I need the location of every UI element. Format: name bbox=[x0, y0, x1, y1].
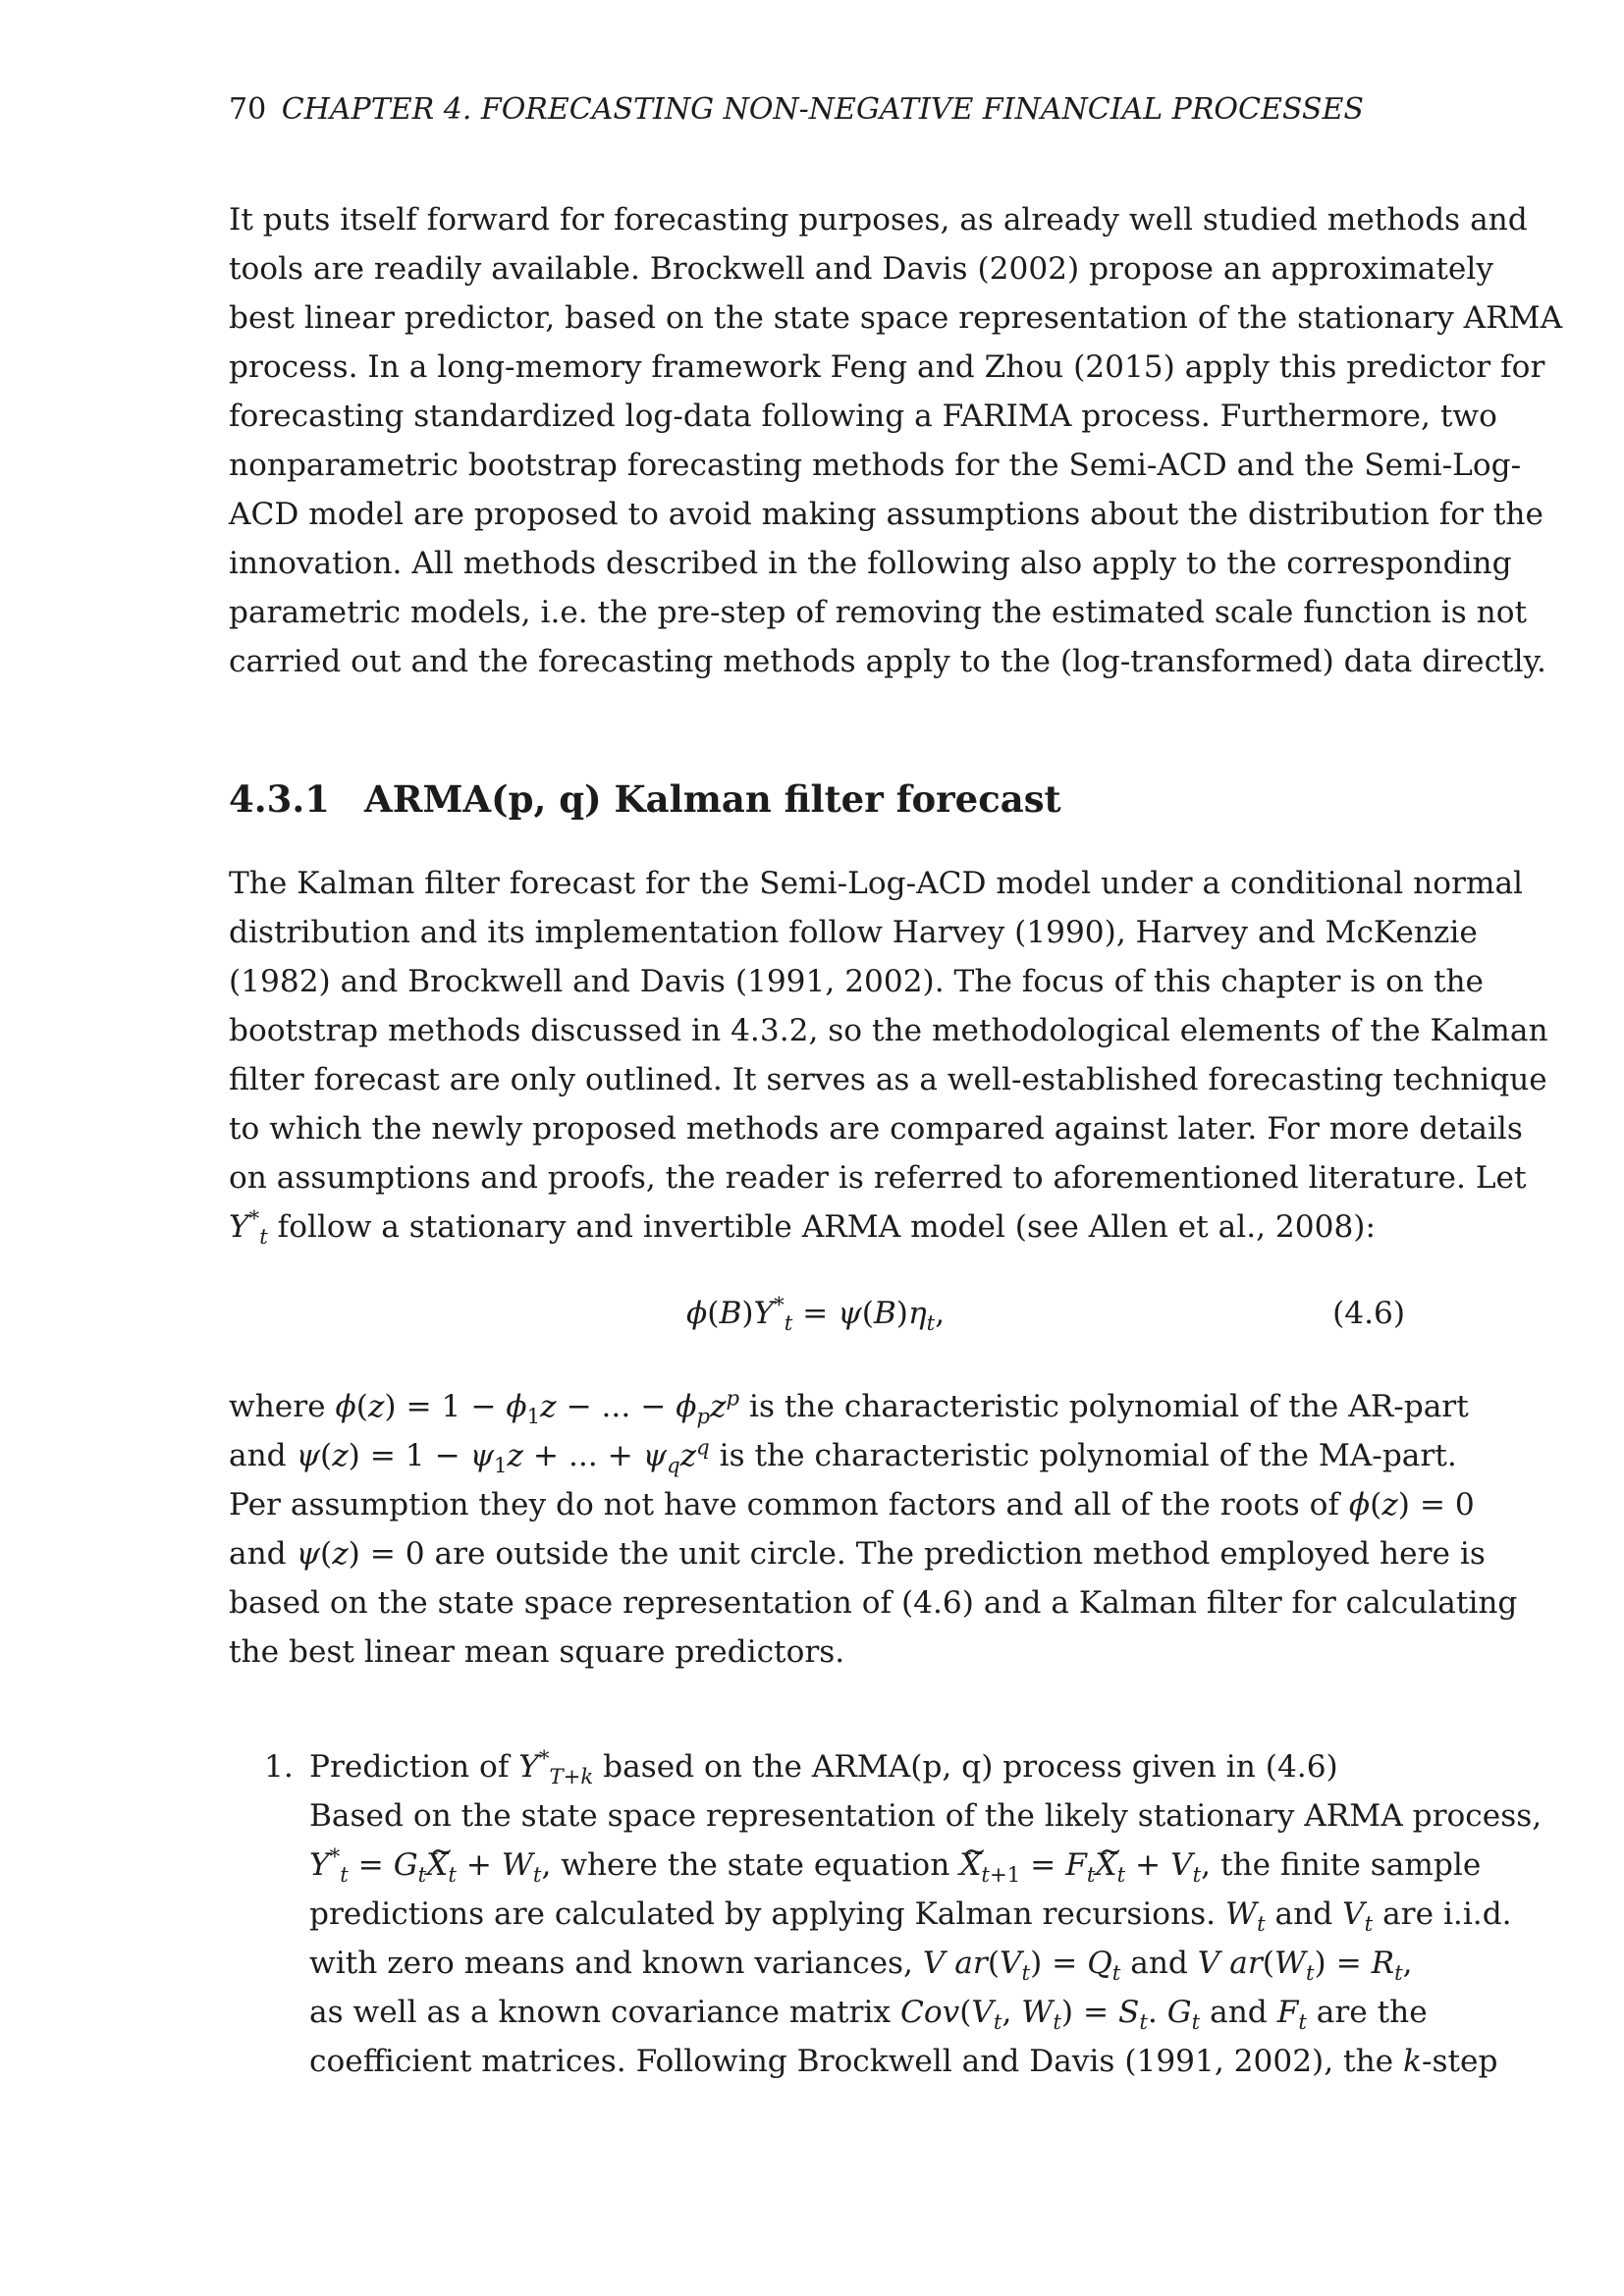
list-item-title bbox=[309, 1742, 1405, 1791]
section-heading bbox=[229, 775, 1405, 823]
text-fragment: , where the state equation bbox=[541, 1847, 960, 1883]
text-line: to which the newly proposed methods are compared against later. For more details bbox=[229, 1111, 1523, 1147]
math-ma-polynomial: $\psi(z) = 1 - \psi_1z$ + ... + $\psi_qz^q$ bbox=[296, 1435, 710, 1479]
text-line: tools are readily available. Brockwell and Davis (2002) propose an approximately bbox=[229, 251, 1493, 287]
text-fragment: and bbox=[229, 1438, 297, 1473]
text-fragment: Per assumption they do not have common factors and all of the roots of bbox=[229, 1487, 1349, 1522]
text-line bbox=[309, 2037, 1498, 2086]
list-item-content bbox=[309, 1742, 1543, 2086]
text-line: Based on the state space representation of the likely stationary ARMA process, bbox=[309, 1798, 1543, 1834]
math-state-eq: X $\sim_{t+1} = F_tX$ $\sim_t + V_t$ bbox=[959, 1847, 1201, 1883]
text-fragment: where bbox=[229, 1389, 336, 1424]
equation-4-6 bbox=[229, 1289, 1405, 1338]
text-fragment: and bbox=[229, 1536, 297, 1572]
text-line bbox=[229, 1202, 1405, 1252]
math-vt: $V_t$ bbox=[1342, 1896, 1374, 1938]
text-line: on assumptions and proofs, the reader is referred to aforementioned literature. Let bbox=[229, 1160, 1527, 1196]
kalman-paragraph bbox=[229, 859, 1548, 1252]
text-line: based on the state space representation of (4.6) and a Kalman filter for calculating bbox=[229, 1585, 1518, 1621]
text-line: nonparametric bootstrap forecasting methods for the Semi-ACD and the Semi-Log- bbox=[229, 448, 1522, 483]
math-cov: $Cov(V_t$, $W_t) = S_t$. $G_t$ bbox=[899, 1995, 1201, 2036]
list-marker: 1. bbox=[264, 1749, 294, 1785]
text-line bbox=[309, 1841, 1482, 1890]
math-var-wt: V $ar(W_t) = R_t$, bbox=[1197, 1946, 1413, 1987]
text-line: bootstrap methods discussed in 4.3.2, so the methodological elements of the Kalman bbox=[229, 1013, 1548, 1048]
text-line: forecasting standardized log-data following a FARIMA process. Furthermore, two bbox=[229, 399, 1497, 434]
text-fragment: predictions are calculated by applying Kalman recursions. bbox=[309, 1896, 1226, 1932]
text-line: (1982) and Brockwell and Davis (1991, 2002). The focus of this chapter is on the bbox=[229, 964, 1485, 999]
text-fragment: are i.i.d. bbox=[1373, 1896, 1512, 1932]
text-fragment: with zero means and known variances, bbox=[309, 1946, 923, 1981]
text-line bbox=[229, 1480, 1475, 1529]
text-line: the best linear mean square predictors. bbox=[229, 1634, 845, 1670]
text-line: ACD model are proposed to avoid making assumptions about the distribution for the bbox=[229, 497, 1543, 532]
math-phi-root: ϕ(z) = 0 bbox=[1348, 1487, 1475, 1522]
text-fragment: , the finite sample bbox=[1201, 1847, 1482, 1883]
math-y-star-t: $Y^*_t$ bbox=[229, 1206, 268, 1251]
text-line bbox=[229, 1529, 1486, 1578]
math-ft: $F_t$ bbox=[1276, 1995, 1307, 2036]
text-fragment: and bbox=[1265, 1896, 1343, 1932]
text-fragment: coefficient matrices. Following Brockwell and Davis (1991, 2002), the bbox=[309, 2044, 1404, 2079]
text-fragment: and bbox=[1200, 1995, 1277, 2030]
text-fragment: are outside the unit circle. The prediction method employed here is bbox=[424, 1536, 1486, 1572]
text-line: innovation. All methods described in the following also apply to the corresponding bbox=[229, 546, 1512, 581]
equation-number: (4.6) bbox=[1332, 1296, 1405, 1331]
where-paragraph bbox=[229, 1382, 1518, 1677]
math-k: k bbox=[1403, 2044, 1422, 2079]
running-head bbox=[229, 90, 1407, 130]
chapter-title: CHAPTER 4. FORECASTING NON-NEGATIVE FINANCIAL PROCESSES bbox=[281, 92, 1364, 127]
intro-paragraph bbox=[229, 195, 1563, 686]
text-line bbox=[229, 1431, 1457, 1480]
page-number: 70 bbox=[229, 92, 267, 127]
text-fragment: -step bbox=[1421, 2044, 1498, 2079]
math-y-star-tk: $Y^*_{T+k}$ bbox=[518, 1746, 594, 1790]
text-fragment: as well as a known covariance matrix bbox=[309, 1995, 900, 2030]
text-line: carried out and the forecasting methods apply to the (log-transformed) data directly. bbox=[229, 644, 1546, 679]
text-fragment: is the characteristic polynomial of the MA-part. bbox=[709, 1438, 1457, 1473]
math-var-vt: V $ar(V_t) = Q_t$ bbox=[922, 1946, 1121, 1987]
text-fragment: are the bbox=[1306, 1995, 1428, 2030]
text-fragment: based on the ARMA(p, q) process given in (4.6) bbox=[593, 1749, 1338, 1785]
text-fragment: is the characteristic polynomial of the AR-part bbox=[739, 1389, 1469, 1424]
text-line: It puts itself forward for forecasting purposes, as already well studied methods and bbox=[229, 202, 1528, 238]
text-line: filter forecast are only outlined. It serves as a well-established forecasting technique bbox=[229, 1062, 1547, 1097]
text-line bbox=[309, 1890, 1512, 1939]
text-line bbox=[309, 1988, 1428, 2037]
text-line: parametric models, i.e. the pre-step of removing the estimated scale function is not bbox=[229, 595, 1528, 630]
equation-body: $\phi(B)Y^*_t = \psi(B)\eta_t$, bbox=[686, 1293, 946, 1337]
section-number: 4.3.1 bbox=[229, 777, 330, 821]
math-wt: $W_t$ bbox=[1225, 1896, 1266, 1938]
text-line: The Kalman filter forecast for the Semi-Log-ACD model under a conditional normal bbox=[229, 866, 1524, 901]
math-ar-polynomial: $\phi(z) = 1 - \phi_1z$ − ... − $\phi_pz^p$ bbox=[335, 1386, 740, 1430]
text-line bbox=[309, 1939, 1413, 1988]
text-line bbox=[229, 1382, 1469, 1431]
text-line: distribution and its implementation follow Harvey (1990), Harvey and McKenzie bbox=[229, 915, 1478, 950]
text-fragment: and bbox=[1120, 1946, 1198, 1981]
math-observation-eq: $Y^*_t = G_tX$ $\sim_t + W_t$ bbox=[309, 1847, 541, 1883]
text-fragment: follow a stationary and invertible ARMA model (see Allen et al., 2008): bbox=[267, 1209, 1376, 1245]
math-psi-root: ψ(z) = 0 bbox=[296, 1536, 425, 1572]
section-title: ARMA(p, q) Kalman filter forecast bbox=[364, 777, 1061, 821]
text-fragment: Prediction of bbox=[309, 1749, 519, 1785]
text-line: best linear predictor, based on the state space representation of the stationary ARMA bbox=[229, 300, 1563, 336]
text-line: process. In a long-memory framework Feng and Zhou (2015) apply this predictor for bbox=[229, 349, 1545, 385]
